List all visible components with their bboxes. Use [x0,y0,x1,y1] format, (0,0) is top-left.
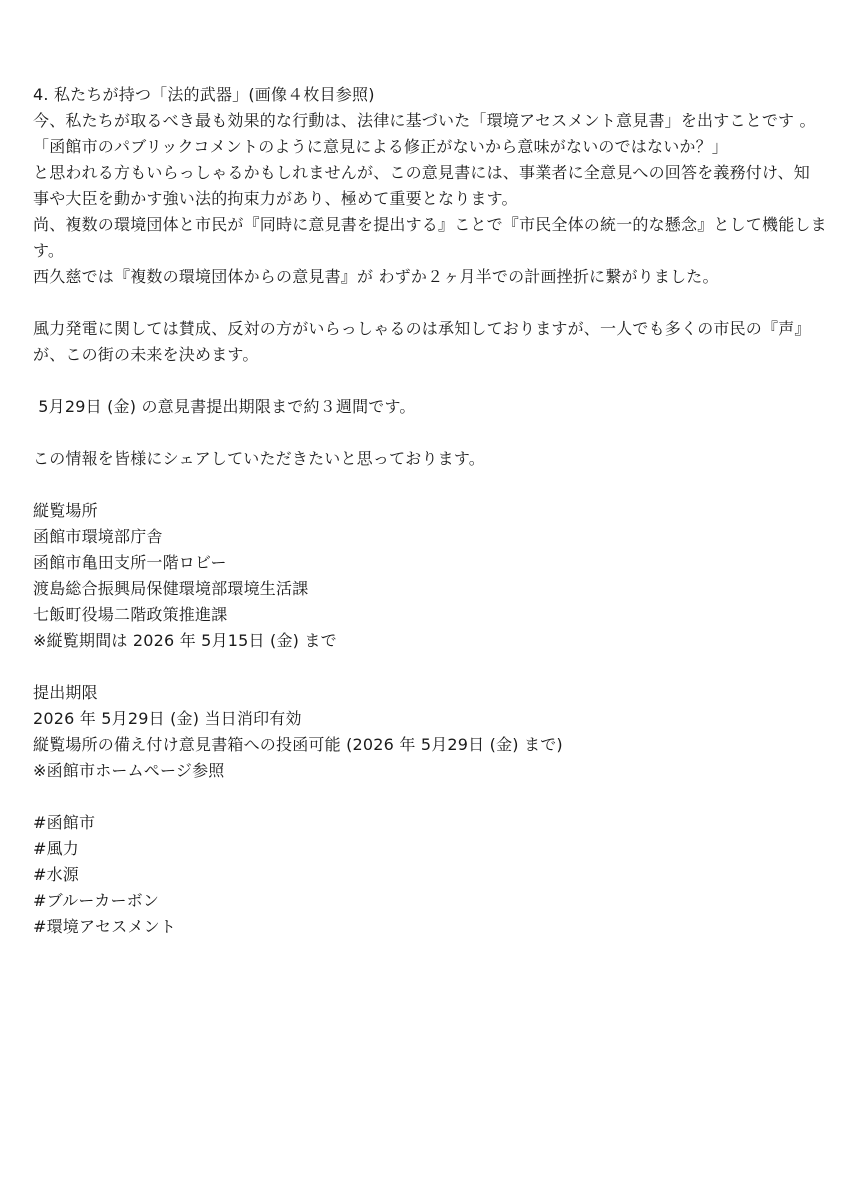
paragraph-line: す。 [33,241,65,260]
hashtag: #環境アセスメント [33,917,177,936]
paragraph-line: と思われる方もいらっしゃるかもしれませんが、この意見書には、事業者に全意見への回答を義務付け、知 [33,163,810,182]
hashtag: #ブルーカーボン [33,891,160,910]
paragraph-line: 今、私たちが取るべき最も効果的な行動は、法律に基づいた「環境アセスメント意見書」を出すことです 。 [33,111,816,130]
section-heading: 4. 私たちが持つ「法的武器」(画像４枚目参照) [33,85,375,104]
spacer [33,368,823,394]
viewing-place: 七飯町役場二階政策推進課 [33,605,228,624]
document-body [33,82,827,940]
paragraph-line: 「函館市のパブリックコメントのように意見による修正がないから意味がないのではないか？」 [33,137,729,156]
viewing-period-note: ※縦覧期間は 2026 年 5月15日 (金) まで [33,631,337,650]
spacer [33,784,823,810]
hashtag: #風力 [33,839,80,858]
submission-date: 2026 年 5月29日 (金) 当日消印有効 [33,709,302,728]
hashtag: #水源 [33,865,80,884]
hashtag: #函館市 [33,813,96,832]
share-request: この情報を皆様にシェアしていただきたいと思っております。 [33,449,486,468]
spacer [33,654,823,680]
opinion-line: 風力発電に関しては賛成、反対の方がいらっしゃるのは承知しておりますが、一人でも多くの市民の『声』 [33,319,811,338]
viewing-place: 渡島総合振興局保健環境部環境生活課 [33,579,309,598]
paragraph-line: 尚、複数の環境団体と市民が『同時に意見書を提出する』ことで『市民全体の統一的な懸念』として機能しま [33,215,827,234]
viewing-place: 函館市亀田支所一階ロビー [33,553,227,572]
submission-box-note: 縦覧場所の備え付け意見書箱への投函可能 (2026 年 5月29日 (金) まで) [33,735,563,754]
opinion-line: が、この街の未来を決めます。 [33,345,259,364]
spacer [33,472,823,498]
submission-title: 提出期限 [33,683,98,702]
paragraph-line: 西久慈では『複数の環境団体からの意見書』が わずか２ヶ月半での計画挫折に繋がりました。 [33,267,719,286]
deadline-notice: 5月29日 (金) の意見書提出期限まで約３週間です。 [33,397,416,416]
spacer [33,420,823,446]
paragraph-line: 事や大臣を動かす強い法的拘束力があり、極めて重要となります。 [33,189,518,208]
spacer [33,290,823,316]
viewing-title: 縦覧場所 [33,501,98,520]
viewing-place: 函館市環境部庁舎 [33,527,163,546]
submission-reference: ※函館市ホームページ参照 [33,761,225,780]
